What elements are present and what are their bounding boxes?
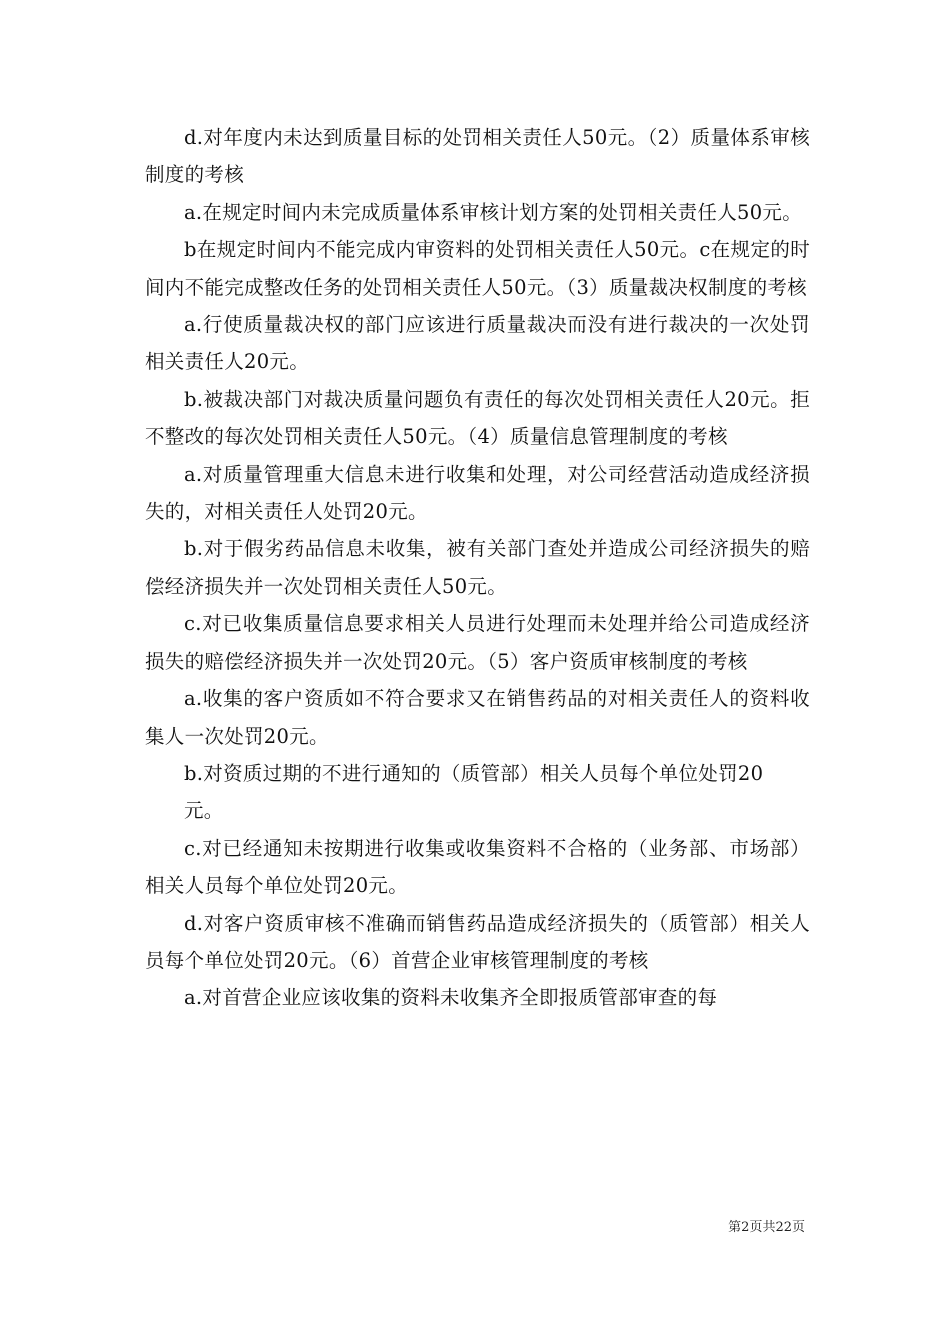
paragraph-6: a.对质量管理重大信息未进行收集和处理，对公司经营活动造成经济损失的，对相关责任人处罚20元。 (145, 462, 810, 524)
paragraph-1: d.对年度内未达到质量目标的处罚相关责任人50元。（2）质量体系审核制度的考核 (145, 126, 810, 187)
paragraph-12: c.对已经通知未按期进行收集或收集资料不合格的（业务部、市场部）相关人员每个单位处罚20元。 (145, 836, 810, 898)
paragraph-11: 元。 (184, 799, 224, 823)
paragraph-13: d.对客户资质审核不准确而销售药品造成经济损失的（质管部）相关人员每个单位处罚20元。（6）首营企业审核管理制度的考核 (145, 911, 810, 972)
paragraph-5: b.被裁决部门对裁决质量问题负有责任的每次处罚相关责任人20元。拒不整改的每次处罚相关责任人50元。（4）质量信息管理制度的考核 (145, 387, 810, 449)
paragraph-3: b在规定时间内不能完成内审资料的处罚相关责任人50元。c在规定的时间内不能完成整改任务的处罚相关责任人50元。（3）质量裁决权制度的考核 (145, 238, 810, 299)
paragraph-9: a.收集的客户资质如不符合要求又在销售药品的对相关责任人的资料收集人一次处罚20元。 (145, 687, 810, 748)
document-body (145, 119, 810, 1017)
paragraph-8: c.对已收集质量信息要求相关人员进行处理而未处理并给公司造成经济损失的赔偿经济损失并一次处罚20元。（5）客户资质审核制度的考核 (145, 612, 810, 673)
paragraph-2: a.在规定时间内未完成质量体系审核计划方案的处罚相关责任人50元。 (184, 200, 803, 224)
paragraph-4: a.行使质量裁决权的部门应该进行质量裁决而没有进行裁决的一次处罚相关责任人20元。 (145, 313, 810, 374)
paragraph-14: a.对首营企业应该收集的资料未收集齐全即报质管部审查的每 (184, 986, 718, 1010)
paragraph-7: b.对于假劣药品信息未收集，被有关部门查处并造成公司经济损失的赔偿经济损失并一次处罚相关责任人50元。 (145, 537, 810, 598)
paragraph-10: b.对资质过期的不进行通知的（质管部）相关人员每个单位处罚20 (184, 761, 764, 785)
page-number: 第2页共22页 (728, 1220, 805, 1235)
